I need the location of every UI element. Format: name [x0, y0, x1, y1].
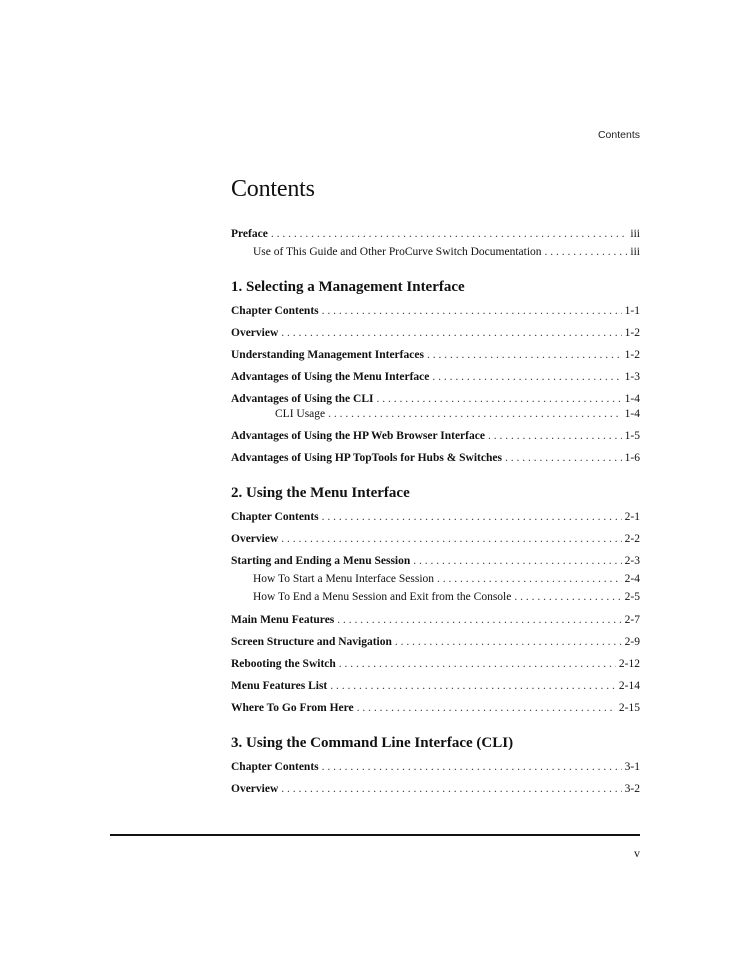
entry-title: Where To Go From Here	[231, 702, 354, 714]
entry-page: 2-7	[624, 614, 640, 626]
dot-leader	[488, 429, 622, 443]
dot-leader	[330, 679, 616, 693]
toc-entry[interactable]	[231, 701, 640, 715]
toc-entry[interactable]	[231, 635, 640, 649]
chapter-heading[interactable]: 2. Using the Menu Interface	[231, 485, 410, 501]
entry-page: 3-2	[624, 783, 640, 795]
entry-title: Overview	[231, 533, 279, 545]
entry-page: iii	[630, 228, 640, 240]
toc-entry[interactable]	[231, 510, 640, 524]
dot-leader	[328, 407, 622, 421]
entry-page: 2-2	[624, 533, 640, 545]
dot-leader	[395, 635, 622, 649]
entry-page: 3-1	[624, 761, 640, 773]
toc-entry[interactable]	[231, 451, 640, 465]
entry-title: Advantages of Using HP TopTools for Hubs & Switches	[231, 452, 502, 464]
entry-page: 1-5	[624, 430, 640, 442]
dot-leader	[377, 392, 622, 406]
entry-title: Overview	[231, 327, 279, 339]
toc-entry[interactable]	[231, 532, 640, 546]
entry-title: Chapter Contents	[231, 305, 319, 317]
toc-subentry[interactable]	[275, 407, 640, 421]
entry-page: 1-4	[624, 408, 640, 420]
toc-entry[interactable]	[231, 392, 640, 406]
entry-title: Overview	[231, 783, 279, 795]
entry-title: Chapter Contents	[231, 511, 319, 523]
entry-title: Starting and Ending a Menu Session	[231, 555, 411, 567]
toc-subentry[interactable]	[253, 572, 640, 586]
toc-entry[interactable]	[231, 613, 640, 627]
toc-entry[interactable]	[231, 304, 640, 318]
toc-entry[interactable]	[231, 657, 640, 671]
entry-page: 1-2	[624, 349, 640, 361]
toc-entry[interactable]	[231, 429, 640, 443]
entry-page: 2-9	[624, 636, 640, 648]
entry-title: Use of This Guide and Other ProCurve Switch Documentation	[253, 246, 542, 258]
dot-leader	[514, 590, 621, 604]
entry-page: 2-5	[624, 591, 640, 603]
running-header: Contents	[597, 129, 640, 141]
entry-title: Rebooting the Switch	[231, 658, 336, 670]
page-title: Contents	[231, 176, 315, 202]
entry-page: 1-1	[624, 305, 640, 317]
toc-entry-preface[interactable]	[231, 227, 640, 241]
dot-leader	[413, 554, 621, 568]
entry-title: Main Menu Features	[231, 614, 335, 626]
dot-leader	[427, 348, 622, 362]
entry-page: 1-3	[624, 371, 640, 383]
dot-leader	[271, 227, 628, 241]
entry-page: iii	[630, 246, 640, 258]
dot-leader	[437, 572, 622, 586]
dot-leader	[337, 613, 621, 627]
footer-rule	[110, 834, 640, 836]
entry-title: Screen Structure and Navigation	[231, 636, 392, 648]
entry-page: 1-2	[624, 327, 640, 339]
dot-leader	[505, 451, 622, 465]
entry-title: Advantages of Using the Menu Interface	[231, 371, 430, 383]
dot-leader	[281, 782, 621, 796]
entry-page: 1-4	[624, 393, 640, 405]
entry-title: CLI Usage	[275, 408, 326, 420]
toc-entry[interactable]	[231, 326, 640, 340]
entry-title: Chapter Contents	[231, 761, 319, 773]
toc-entry[interactable]	[231, 370, 640, 384]
dot-leader	[545, 245, 628, 259]
dot-leader	[322, 304, 622, 318]
entry-page: 2-4	[624, 573, 640, 585]
entry-page: 2-3	[624, 555, 640, 567]
entry-page: 1-6	[624, 452, 640, 464]
entry-page: 2-15	[618, 702, 640, 714]
chapter-heading[interactable]: 1. Selecting a Management Interface	[231, 279, 465, 295]
chapter-heading[interactable]: 3. Using the Command Line Interface (CLI)	[231, 735, 514, 751]
toc-entry[interactable]	[231, 679, 640, 693]
entry-title: Advantages of Using the HP Web Browser Interface	[231, 430, 485, 442]
entry-title: Advantages of Using the CLI	[231, 393, 374, 405]
entry-title: Preface	[231, 228, 268, 240]
dot-leader	[432, 370, 621, 384]
dot-leader	[281, 326, 621, 340]
toc-entry[interactable]	[231, 782, 640, 796]
dot-leader	[322, 510, 622, 524]
dot-leader	[322, 760, 622, 774]
entry-title: How To Start a Menu Interface Session	[253, 573, 435, 585]
dot-leader	[281, 532, 621, 546]
toc-entry[interactable]	[231, 760, 640, 774]
page-number: v	[634, 846, 640, 860]
entry-title: How To End a Menu Session and Exit from the Console	[253, 591, 512, 603]
dot-leader	[339, 657, 616, 671]
entry-title: Menu Features List	[231, 680, 328, 692]
toc-subentry[interactable]	[253, 590, 640, 604]
toc-entry[interactable]	[231, 554, 640, 568]
entry-page: 2-14	[618, 680, 640, 692]
entry-page: 2-1	[624, 511, 640, 523]
entry-title: Understanding Management Interfaces	[231, 349, 424, 361]
toc-entry[interactable]	[231, 348, 640, 362]
toc-subentry[interactable]	[253, 245, 640, 259]
dot-leader	[357, 701, 616, 715]
entry-page: 2-12	[618, 658, 640, 670]
